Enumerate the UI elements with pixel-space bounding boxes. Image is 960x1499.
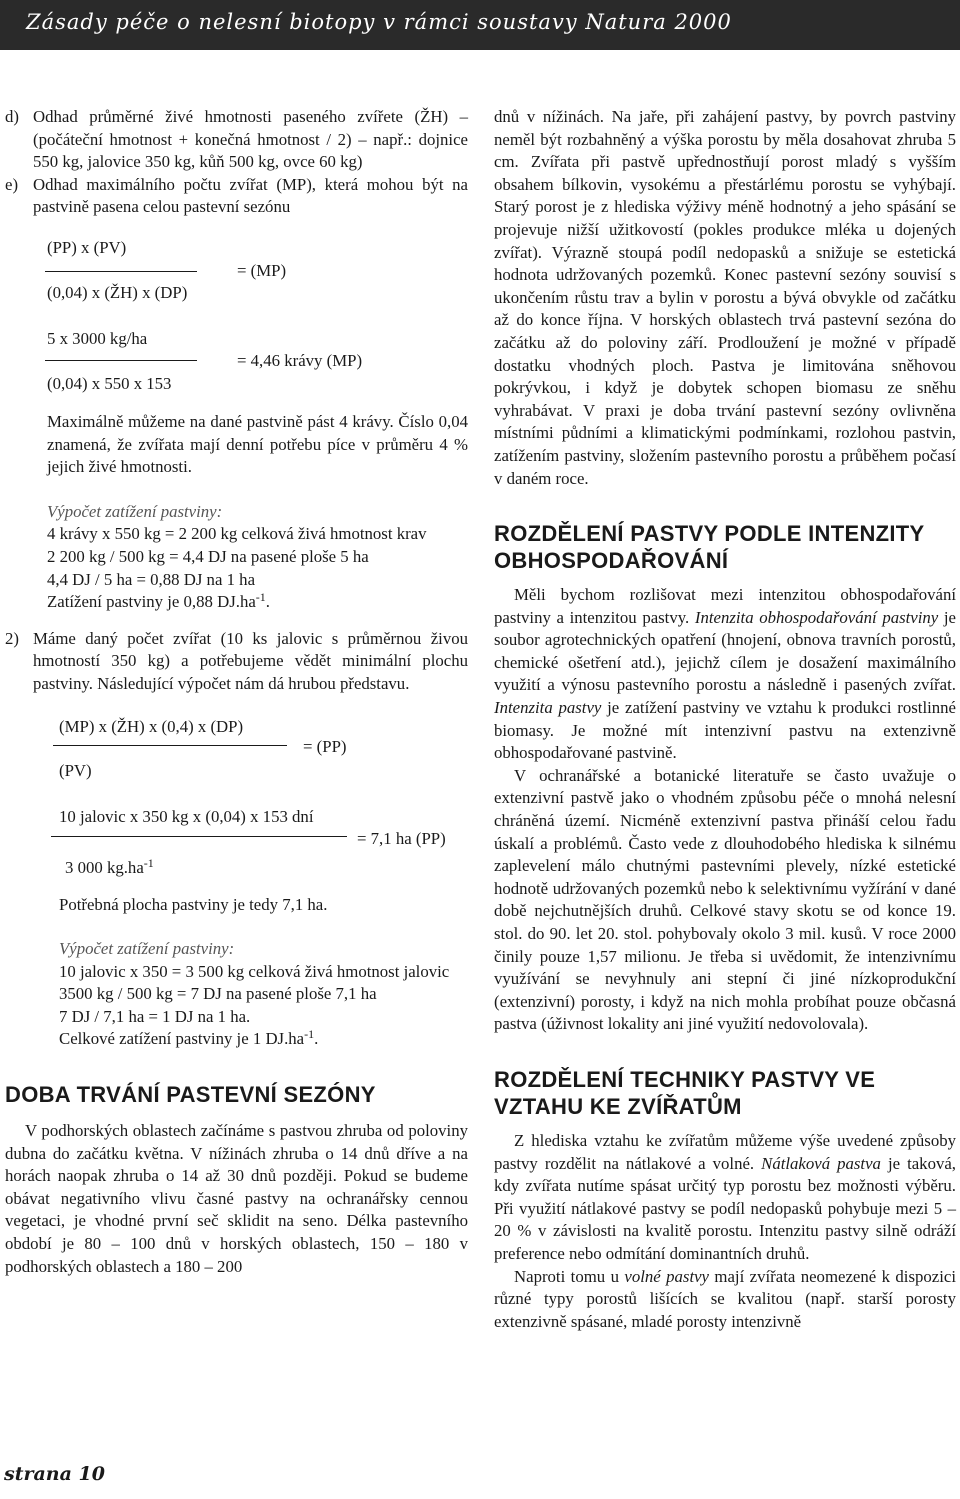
list-label: d) [5, 107, 19, 126]
fraction-rule [51, 836, 347, 837]
calc-result-text: Celkové zatížení pastviny je 1 DJ.ha [59, 1029, 305, 1049]
formula-numerator: 5 x 3000 kg/ha [47, 328, 148, 348]
list-item-e [5, 174, 468, 219]
calc-result-end: . [314, 1029, 319, 1049]
section-heading: ROZDĚLENÍ TECHNIKY PASTVY VE VZTAHU KE ZVÍŘATŮM [494, 1066, 876, 1119]
denominator-text: 3 000 kg.ha [65, 857, 144, 877]
superscript: -1 [304, 1027, 315, 1042]
list-label: 2) [5, 628, 19, 648]
calc-line: 3500 kg / 500 kg = 7 DJ na pasené ploše 7,1 ha [59, 984, 377, 1004]
formula-denominator [65, 857, 154, 880]
calc-line: 2 200 kg / 500 kg = 4,4 DJ na pasené ploše 5 ha [47, 546, 369, 566]
paragraph: Potřebná plocha pastviny je tedy 7,1 ha. [59, 894, 328, 914]
list-item-d [5, 106, 468, 174]
emphasis: Intenzita obhospodařování pastviny [694, 607, 939, 627]
emphasis: Nátlaková pastva [761, 1153, 881, 1173]
formula-denominator: (0,04) x (ŽH) x (DP) [47, 282, 188, 302]
paragraph: dnů v nížinách. Na jaře, při zahájení pastvy, by povrch pastviny neměl být rozbahněný a výška porostu by měla dosahovat zhruba 5 cm. Zvířata při pastvě upřednostňují porost mladý s vyšším obsahem bílkovin, vysokému a přestárlému porostu se vyhýbají. Starý porost je z hlediska výživy méně hodnotný a jeho spásání se projevuje nižší užitkovostí (pokles produkce mléka u dojených zvířat). Výrazně stoupá podíl nedopasků a snižuje se estetická hodnota udržovaných pozemků. Konec pastevní sezóny souvisí s ukončením růstu trav a bylin v porostu a bývá obvykle od začátku až do konce října. V horských oblastech trvá pastevní sezóna do začátku až do poloviny září. Prodloužení je možné v případě dostatku vhodných ploch. Pastva je limitována sněhovou pokrývkou, i když je dobytek schopen biomasu ze sněhu vyhrabávat. V praxi je doba trvání pastevní sezóny ovlivněna místními půdními a klimatickými podmínkami, rozlohou pastvin, zatížením pastviny, složením pastevního porostu a průběhem počasí v daném roce. [494, 107, 956, 488]
emphasis: volné pastvy [624, 1266, 710, 1286]
formula-denominator: (PV) [59, 760, 92, 780]
calc-label: Výpočet zatížení pastviny: [47, 501, 223, 521]
calc-line: 7 DJ / 7,1 ha = 1 DJ na 1 ha. [59, 1006, 251, 1026]
paragraph [494, 1266, 956, 1334]
fraction-rule [53, 745, 287, 746]
section-heading: DOBA TRVÁNÍ PASTEVNÍ SEZÓNY [5, 1082, 376, 1108]
list-text: Odhad průměrné živé hmotnosti paseného zvířete (ŽH) – (počáteční hmotnost + konečná hmotnost / 2) – např.: dojnice 550 kg, jalovice 350 kg, kůň 500 kg, ovce 60 kg) [33, 107, 468, 172]
superscript: -1 [143, 855, 154, 870]
list-item-2 [5, 628, 468, 696]
text-run: mají zvířata neomezené k dispozici různé typy porostů lišících se kvalitou (např. starší porosty extenzivně spásané, mladé porosty intenzivně [494, 1266, 956, 1331]
left-column [5, 106, 468, 1278]
formula-numerator: (PP) x (PV) [47, 237, 127, 257]
calc-line-result [47, 591, 468, 614]
calc-block-2 [5, 938, 468, 1051]
calc-line-result [59, 1028, 468, 1051]
formula-pp-example [5, 788, 468, 888]
formula-denominator: (0,04) x 550 x 153 [47, 373, 172, 393]
page-number: strana 10 [4, 1463, 105, 1485]
page-header [0, 0, 960, 50]
list-label: e) [5, 174, 19, 194]
formula-mp [5, 219, 468, 315]
text-run: Naproti tomu u [514, 1266, 625, 1286]
text-run: je taková, kdy zvířata nutíme spásat určitý typ porostu bez možnosti výběru. Při využití nátlakové pastvy se podíl nedopasků pohybuje mezi 5 – 20 % v závislosti na kvalitě porostu. Intenzitu pastvy silně odráží preference nebo odmítání dominantních druhů. [494, 1153, 956, 1263]
list-text: Máme daný počet zvířat (10 ks jalovic s průměrnou živou hmotností 350 kg) a potřebujeme vědět minimální plochu pastviny. Následující výpočet nám dá hrubou představu. [33, 628, 468, 693]
calc-result-text: Zatížení pastviny je 0,88 DJ.ha [47, 592, 256, 612]
calc-line: 4 krávy x 550 kg = 2 200 kg celková živá hmotnost krav [47, 524, 427, 544]
paragraph [494, 1130, 956, 1266]
section-heading: ROZDĚLENÍ PASTVY PODLE INTENZITY OBHOSPODAŘOVÁNÍ [494, 521, 925, 574]
text-run: je soubor agrotechnických opatření (hnojení, obnova travních porostů, chemické ošetření atd.), jejichž cílem je dosažení maximálního využití a výnosu pastevního porostu a následně i pasených zvířat. [494, 607, 957, 695]
formula-numerator: 10 jalovic x 350 kg x (0,04) x 153 dní [59, 806, 314, 826]
right-column [494, 106, 956, 1333]
formula-pp [5, 696, 468, 788]
formula-result: = 7,1 ha (PP) [357, 828, 446, 848]
formula-numerator: (MP) x (ŽH) x (0,4) x (DP) [59, 716, 244, 736]
list-text: Odhad maximálního počtu zvířat (MP), která mohou být na pastvině pasena celou pastevní sezónu [33, 174, 468, 217]
paragraph: V ochranářské a botanické literatuře se často uvažuje o extenzivní pastvě jako o vhodném způsobu péče o mnohá nelesní chráněná území. Nicméně extenzivní pastva přináší celou řadu úskalí a problémů. Často vede z dlouhodobého hlediska k silnému zaplevelení málo chutnými pastevními plevely, nízké estetické hodnotě udržovaných pozemků nebo k selektivnímu vyžírání v dané době nejchutnějších druhů. Celkové stavy skotu se od konce 19. stol. do 90. let 20. stol. pohybovaly okolo 3 mil. kusů. V roce 2000 činily pouze 1,57 milionu. Je třeba si uvědomit, že intenzivnímu využívání se nevyhnuly ani stepní či jiné nízkoprodukční (extenzivní) porosty, i když na nich mohla probíhat pouze občasná pastva (úživnost lokality ani jiné využití nedovolovala). [494, 765, 956, 1034]
paragraph [494, 584, 956, 765]
superscript: -1 [255, 590, 266, 605]
fraction-rule [45, 271, 197, 272]
fraction-rule [45, 360, 197, 361]
calc-line: 4,4 DJ / 5 ha = 0,88 DJ na 1 ha [47, 569, 256, 589]
calc-line: 10 jalovic x 350 = 3 500 kg celková živá hmotnost jalovic [59, 961, 450, 981]
text-run: je zatížení pastviny ve vztahu k produkci rostlinné biomasy. Je možné mít intenzivní pastvu na extenzivně obhospodařované pastvině. [494, 698, 956, 763]
formula-result: = 4,46 krávy (MP) [237, 350, 363, 370]
formula-result: = (MP) [237, 260, 287, 280]
formula-mp-example [5, 315, 468, 409]
calc-label: Výpočet zatížení pastviny: [59, 939, 235, 959]
text-run: Měli bychom rozlišovat mezi intenzitou obhospodařování pastviny a intenzitou pastvy. [494, 585, 956, 627]
emphasis: Intenzita pastvy [494, 698, 602, 718]
calc-block-1 [5, 501, 468, 614]
header-title: Zásady péče o nelesní biotopy v rámci soustavy Natura 2000 [26, 10, 732, 34]
formula-result: = (PP) [303, 736, 347, 756]
calc-result-end: . [265, 592, 270, 612]
text-run: Z hlediska vztahu ke zvířatům můžeme výše uvedené způsoby pastvy rozdělit na nátlakové a volné. [494, 1130, 956, 1173]
paragraph: V podhorských oblastech začínáme s pastvou zhruba od poloviny dubna do začátku května. V nížinách zhruba o 14 dnů dříve a na horách naopak zhruba o 14 až 30 dnů později. Pokud se budeme obávat negativního vlivu časné pastvy na ochranářsky cennou vegetaci, je vhodné první seč sklidit na seno. Délka pastevního období je 80 – 100 dnů v horských oblastech, 150 – 180 v podhorských oblastech a 180 – 200 [5, 1121, 468, 1276]
paragraph: Maximálně můžeme na dané pastvině pást 4 krávy. Číslo 0,04 znamená, že zvířata mají denní potřebu píce v průměru 4 % jejich živé hmotnosti. [47, 411, 468, 477]
